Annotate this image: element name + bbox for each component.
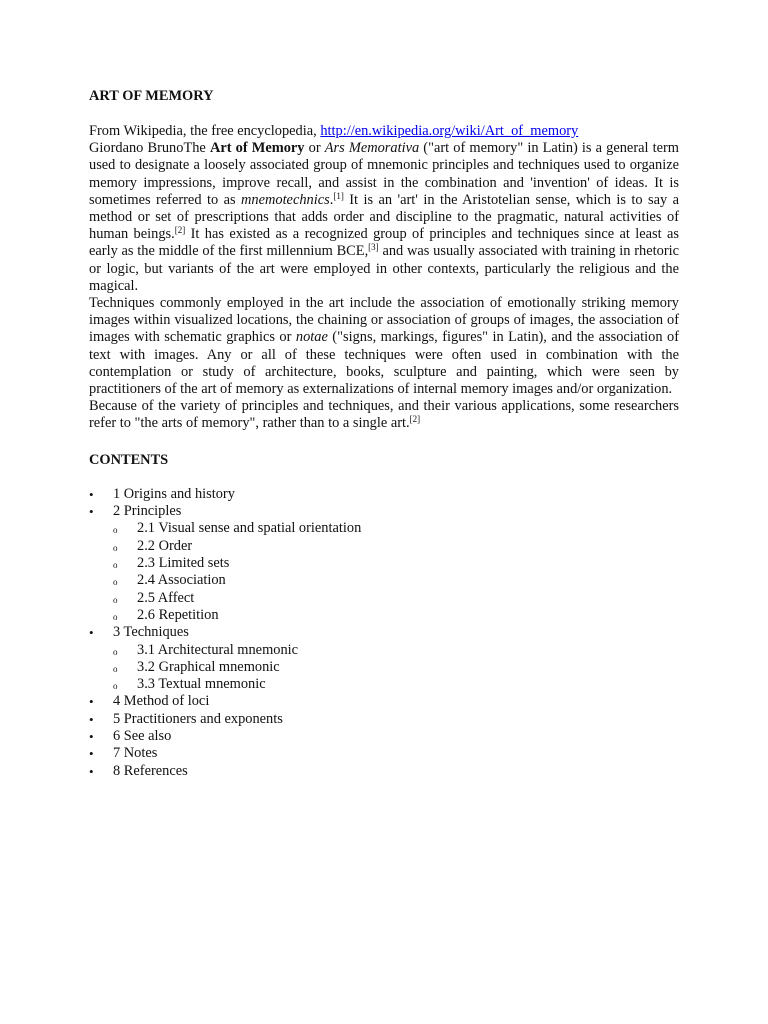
text-run: ("signs, markings, figures" in Latin), and the association of text with images. Any or all of these techniques were often used in combination with the contemplation or study of architecture, books, sculpture and painting, which were seen by practitioners of the art of memory as externalizations of internal memory images and/or organization.	[89, 329, 679, 398]
toc-subitem-label: 3.2 Graphical mnemonic	[137, 658, 280, 675]
toc-item[interactable]	[89, 503, 679, 624]
variety-paragraph	[89, 398, 679, 432]
toc-subitem-label: 3.1 Architectural mnemonic	[137, 641, 299, 658]
toc-item-label: 2 Principles	[113, 503, 182, 520]
text-run: and was usually associated with training in rhetoric or logic, but variants of the art were employed in other contexts, particularly the religious and the magical.	[89, 243, 679, 294]
toc-item[interactable]	[89, 728, 679, 745]
page-title: ART OF MEMORY	[89, 88, 214, 104]
toc-subitem[interactable]	[113, 607, 679, 624]
toc-item[interactable]	[89, 624, 679, 693]
italic-term: mnemotechnics	[241, 191, 330, 208]
toc-subitem-label: 2.6 Repetition	[137, 606, 219, 623]
toc-subitem-label: 2.3 Limited sets	[137, 555, 230, 572]
source-line	[89, 123, 679, 140]
toc-item[interactable]	[89, 745, 679, 762]
italic-term: notae	[295, 329, 328, 346]
intro-paragraph	[89, 140, 679, 295]
toc-item-label: 7 Notes	[113, 745, 158, 762]
bullet-icon: •	[89, 486, 94, 502]
toc-item[interactable]	[89, 763, 679, 780]
toc-subitem[interactable]	[113, 659, 679, 676]
toc-subitem-label: 2.2 Order	[137, 537, 193, 554]
toc-subitem[interactable]	[113, 555, 679, 572]
footnote-ref[interactable]: [2]	[409, 414, 421, 425]
toc-item-label: 6 See also	[113, 728, 172, 745]
text-run: or	[304, 140, 325, 157]
bold-term: Art of Memory	[209, 140, 305, 157]
sub-bullet-icon: o	[113, 611, 118, 622]
bullet-icon: •	[89, 625, 94, 641]
sub-bullet-icon: o	[113, 560, 118, 571]
toc-subitem-label: 2.1 Visual sense and spatial orientation	[137, 520, 362, 537]
bullet-icon: •	[89, 711, 94, 727]
toc-item-label: 4 Method of loci	[113, 693, 210, 710]
text-run: ("art of memory" in Latin) is a general term used to designate a loosely associated group of mnemonic principles and techniques used to organize memory impressions, improve recall, and assist in the combination and 'invention' of ideas. It is sometimes referred to as	[89, 140, 679, 208]
sub-bullet-icon: o	[113, 681, 118, 692]
italic-term: Ars Memorativa	[324, 140, 420, 157]
text-run: It is an 'art' in the Aristotelian sense, which is to say a method or set of prescriptions that adds order and discipline to the pragmatic, natural activities of human beings.	[89, 191, 680, 243]
sub-bullet-icon: o	[113, 594, 118, 605]
text-run: Techniques commonly employed in the art include the association of emotionally striking memory images within visualized locations, the chaining or association of groups of images, the association of images with schematic graphics or	[89, 295, 679, 346]
source-prefix: From Wikipedia, the free encyclopedia,	[89, 123, 321, 139]
toc-item[interactable]	[89, 711, 679, 728]
bullet-icon: •	[89, 729, 94, 745]
footnote-ref[interactable]: [1]	[333, 190, 344, 201]
sub-bullet-icon: o	[113, 525, 118, 536]
toc-subitem[interactable]	[113, 590, 679, 607]
source-link[interactable]: http://en.wikipedia.org/wiki/Art_of_memory	[320, 123, 579, 139]
toc-subitem[interactable]	[113, 520, 679, 537]
toc-subitem[interactable]	[113, 572, 679, 589]
toc-item-label: 1 Origins and history	[113, 485, 235, 502]
toc-sublist	[113, 520, 679, 624]
toc-subitem-label: 2.5 Affect	[137, 589, 195, 606]
sub-bullet-icon: o	[113, 646, 118, 657]
contents-heading: CONTENTS	[89, 451, 169, 468]
techniques-paragraph	[89, 295, 679, 398]
contents-list	[89, 486, 679, 780]
sub-bullet-icon: o	[113, 542, 118, 553]
footnote-ref[interactable]: [2]	[174, 225, 186, 236]
toc-sublist	[113, 642, 679, 694]
bullet-icon: •	[89, 504, 94, 520]
bullet-icon: •	[89, 746, 94, 762]
text-run: Giordano BrunoThe	[89, 140, 210, 157]
sub-bullet-icon: o	[113, 663, 118, 674]
document-page	[89, 88, 679, 780]
toc-subitem-label: 3.3 Textual mnemonic	[137, 676, 266, 693]
toc-item-label: 8 References	[113, 762, 188, 779]
sub-bullet-icon: o	[113, 577, 118, 588]
toc-item-label: 5 Practitioners and exponents	[113, 710, 283, 727]
bullet-icon: •	[89, 694, 94, 710]
toc-subitem[interactable]	[113, 538, 679, 555]
text-run: .	[329, 191, 334, 208]
toc-subitem-label: 2.4 Association	[137, 572, 226, 589]
text-run: Because of the variety of principles and techniques, and their various applications, some researchers refer to "the arts of memory", rather than to a single art.	[89, 398, 679, 432]
toc-subitem[interactable]	[113, 676, 679, 693]
toc-item[interactable]	[89, 693, 679, 710]
bullet-icon: •	[89, 763, 94, 779]
toc-item[interactable]	[89, 486, 679, 503]
toc-subitem[interactable]	[113, 642, 679, 659]
toc-item-label: 3 Techniques	[113, 624, 189, 641]
footnote-ref[interactable]: [3]	[368, 242, 379, 253]
text-run: It has existed as a recognized group of principles and techniques since at least as early as the middle of the first millennium BCE,	[89, 226, 679, 260]
